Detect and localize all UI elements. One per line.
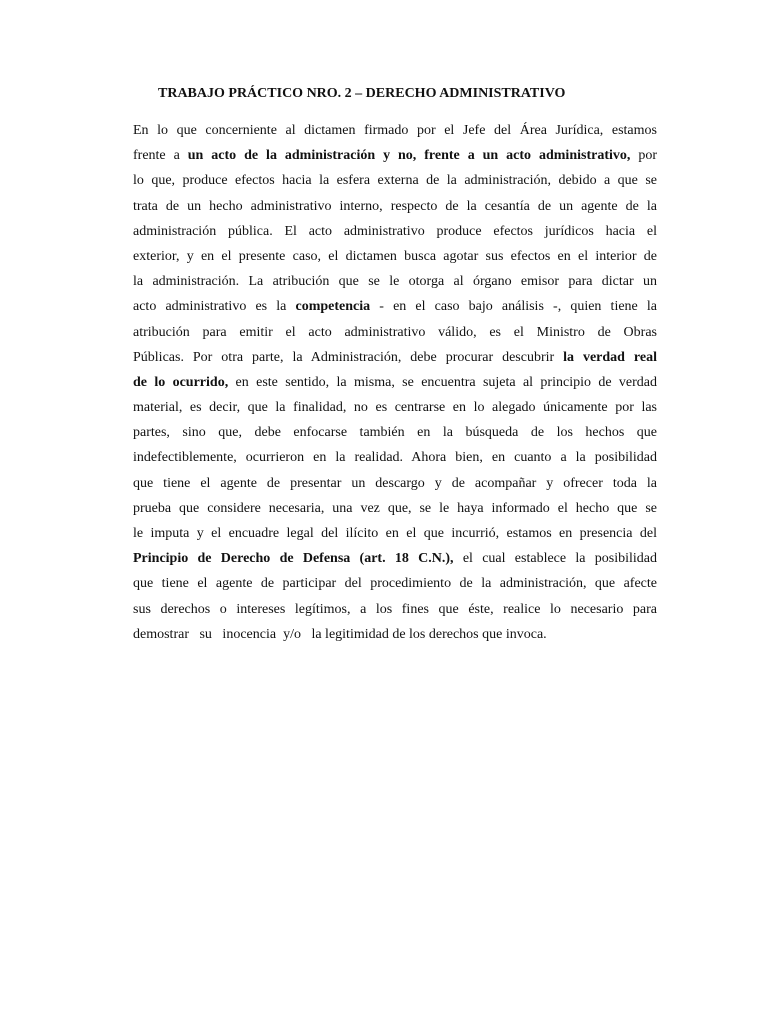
- paragraph-line: [133, 269, 657, 294]
- document-title: TRABAJO PRÁCTICO NRO. 2 – DERECHO ADMINISTRATIVO: [158, 86, 566, 101]
- paragraph-line: [133, 294, 657, 319]
- paragraph-line: [133, 118, 657, 143]
- paragraph-line: [133, 496, 657, 521]
- paragraph-line: [133, 244, 657, 269]
- text-segment: acto administrativo es la: [133, 299, 296, 315]
- paragraph-line: [133, 420, 657, 445]
- paragraph-line: [133, 168, 657, 193]
- paragraph-line: [133, 597, 657, 622]
- document-body: [133, 118, 657, 647]
- text-segment: frente a: [133, 148, 188, 164]
- bold-text-segment: la verdad real: [563, 349, 657, 365]
- paragraph-line: [133, 571, 657, 596]
- paragraph-line: [133, 320, 657, 345]
- text-segment: trata de un hecho administrativo interno, respecto de la cesantía de un agente de la: [133, 198, 657, 214]
- text-segment: sus derechos o intereses legítimos, a los fines que éste, realice lo necesario para: [133, 601, 657, 617]
- text-segment: por: [630, 148, 657, 164]
- bold-text-segment: competencia: [295, 299, 371, 315]
- text-segment: en este sentido, la misma, se encuentra sujeta al principio de verdad: [228, 374, 657, 390]
- text-segment: que tiene el agente de participar del procedimiento de la administración, que afecte: [133, 576, 657, 592]
- bold-text-segment: Principio de Derecho de Defensa (art. 18 C.N.),: [133, 551, 454, 567]
- paragraph-line: [133, 445, 657, 470]
- bold-text-segment: de lo ocurrido,: [133, 374, 229, 390]
- text-segment: lo que, produce efectos hacia la esfera externa de la administración, debido a que se: [133, 173, 657, 189]
- paragraph-line: [133, 194, 657, 219]
- text-segment: demostrar su inocencia y/o la legitimidad de los derechos que invoca.: [133, 626, 547, 642]
- paragraph-line: [133, 143, 657, 168]
- paragraph-line: [133, 370, 657, 395]
- bold-text-segment: un acto de la administración y no, frente a un acto administrativo,: [187, 148, 631, 164]
- text-segment: administración pública. El acto administrativo produce efectos jurídicos hacia el: [133, 223, 657, 239]
- text-segment: material, es decir, que la finalidad, no es centrarse en lo alegado únicamente por las: [133, 400, 657, 416]
- paragraph-line: [133, 219, 657, 244]
- paragraph-line: [133, 521, 657, 546]
- text-segment: partes, sino que, debe enfocarse también en la búsqueda de los hechos que: [133, 425, 657, 441]
- text-segment: la administración. La atribución que se le otorga al órgano emisor para dictar un: [133, 274, 657, 290]
- text-segment: prueba que considere necesaria, una vez que, se le haya informado el hecho que se: [133, 500, 657, 516]
- paragraph-line: [133, 622, 657, 647]
- text-segment: En lo que concerniente al dictamen firmado por el Jefe del Área Jurídica, estamos: [133, 123, 657, 138]
- text-segment: el cual establece la posibilidad: [453, 551, 657, 567]
- paragraph-line: [133, 345, 657, 370]
- paragraph-line: [133, 471, 657, 496]
- paragraph-line: [133, 395, 657, 420]
- text-segment: atribución para emitir el acto administrativo válido, es el Ministro de Obras: [133, 324, 657, 340]
- text-segment: exterior, y en el presente caso, el dictamen busca agotar sus efectos en el interior de: [133, 248, 657, 264]
- paragraph-line: [133, 546, 657, 571]
- text-segment: - en el caso bajo análisis -, quien tiene la: [370, 299, 657, 315]
- text-segment: indefectiblemente, ocurrieron en la realidad. Ahora bien, en cuanto a la posibilidad: [133, 450, 657, 466]
- text-segment: le imputa y el encuadre legal del ilícito en el que incurrió, estamos en presencia del: [133, 526, 657, 541]
- text-segment: que tiene el agente de presentar un descargo y de acompañar y ofrecer toda la: [133, 475, 657, 491]
- text-segment: Públicas. Por otra parte, la Administración, debe procurar descubrir: [133, 349, 564, 365]
